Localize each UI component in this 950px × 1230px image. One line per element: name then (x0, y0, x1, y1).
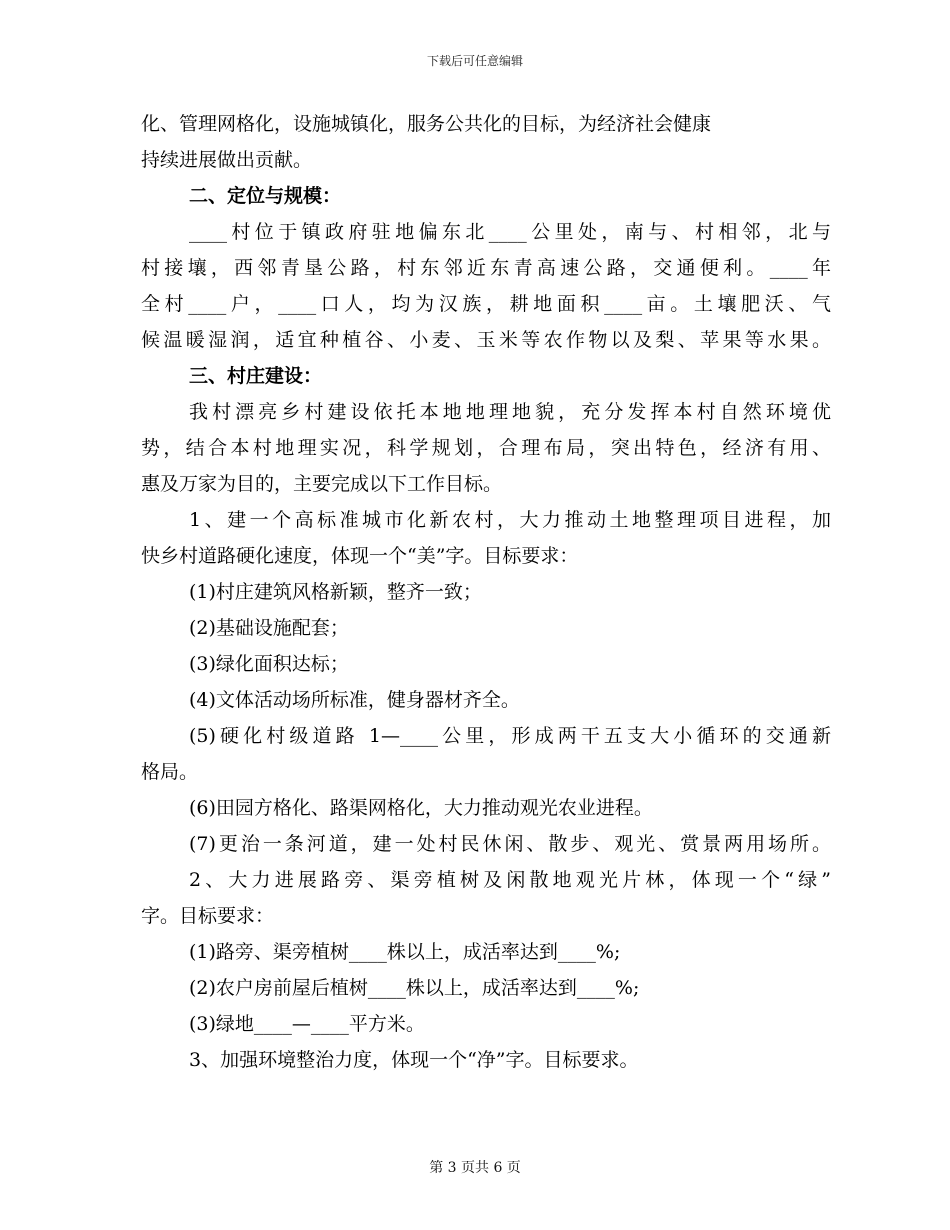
page-footer: 第 3 页共 6 页 (429, 1160, 521, 1176)
text-line: 惠及万家为目的，主要完成以下工作目标。 (141, 473, 503, 495)
page-header: 下载后可任意编辑 (426, 54, 523, 68)
text-line: 候温暖湿润，适宜种植谷、小麦、玉米等农作物以及梨、苹果等水果。 (141, 329, 831, 351)
text-line: ____村位于镇政府驻地偏东北____公里处，南与、村相邻，北与 (189, 221, 831, 243)
text-line: 持续进展做出贡献。 (141, 149, 313, 171)
text-line: 3、加强环境整治力度，体现一个“净”字。目标要求。 (189, 1049, 639, 1071)
text-line: (4)文体活动场所标准，健身器材齐全。 (189, 689, 520, 711)
text-line: (1)村庄建筑风格新颖，整齐一致； (189, 581, 482, 603)
text-line: 1、建一个高标准城市化新农村，大力推动土地整理项目进程，加 (189, 509, 831, 531)
text-line: (3)绿化面积达标； (189, 653, 349, 675)
text-line: 格局。 (141, 761, 199, 783)
section-heading: 三、村庄建设： (189, 365, 323, 387)
text-line: 势，结合本村地理实况，科学规划，合理布局，突出特色，经济有用、 (141, 437, 831, 459)
document-body (141, 106, 831, 1078)
text-line: 字。目标要求： (141, 905, 275, 927)
text-line: (1)路旁、渠旁植树____株以上，成活率达到____%; (189, 941, 621, 963)
text-line: (6)田园方格化、路渠网格化，大力推动观光农业进程。 (189, 797, 653, 819)
text-line: 快乡村道路硬化速度，体现一个“美”字。目标要求： (141, 545, 579, 567)
section-heading: 二、定位与规模： (189, 185, 342, 207)
text-line: 2、大力进展路旁、渠旁植树及闲散地观光片林，体现一个“绿” (189, 869, 831, 891)
text-line: 化、管理网格化，设施城镇化，服务公共化的目标，为经济社会健康 (141, 113, 712, 135)
text-line: 我村漂亮乡村建设依托本地地理地貌，充分发挥本村自然环境优 (189, 401, 831, 423)
text-line: (2)农户房前屋后植树____株以上，成活率达到____%; (189, 977, 640, 999)
text-line: (3)绿地____—____平方米。 (189, 1013, 425, 1035)
text-line: 全村____户，____口人，均为汉族，耕地面积____亩。土壤肥沃、气 (141, 293, 831, 315)
text-line: 村接壤，西邻青垦公路，村东邻近东青高速公路，交通便利。____年 (141, 257, 831, 279)
text-line: (7)更治一条河道，建一处村民休闲、散步、观光、赏景两用场所。 (189, 833, 831, 855)
text-line: (5)硬化村级道路 1—____公里，形成两干五支大小循环的交通新 (189, 725, 831, 747)
text-line: (2)基础设施配套； (189, 617, 349, 639)
